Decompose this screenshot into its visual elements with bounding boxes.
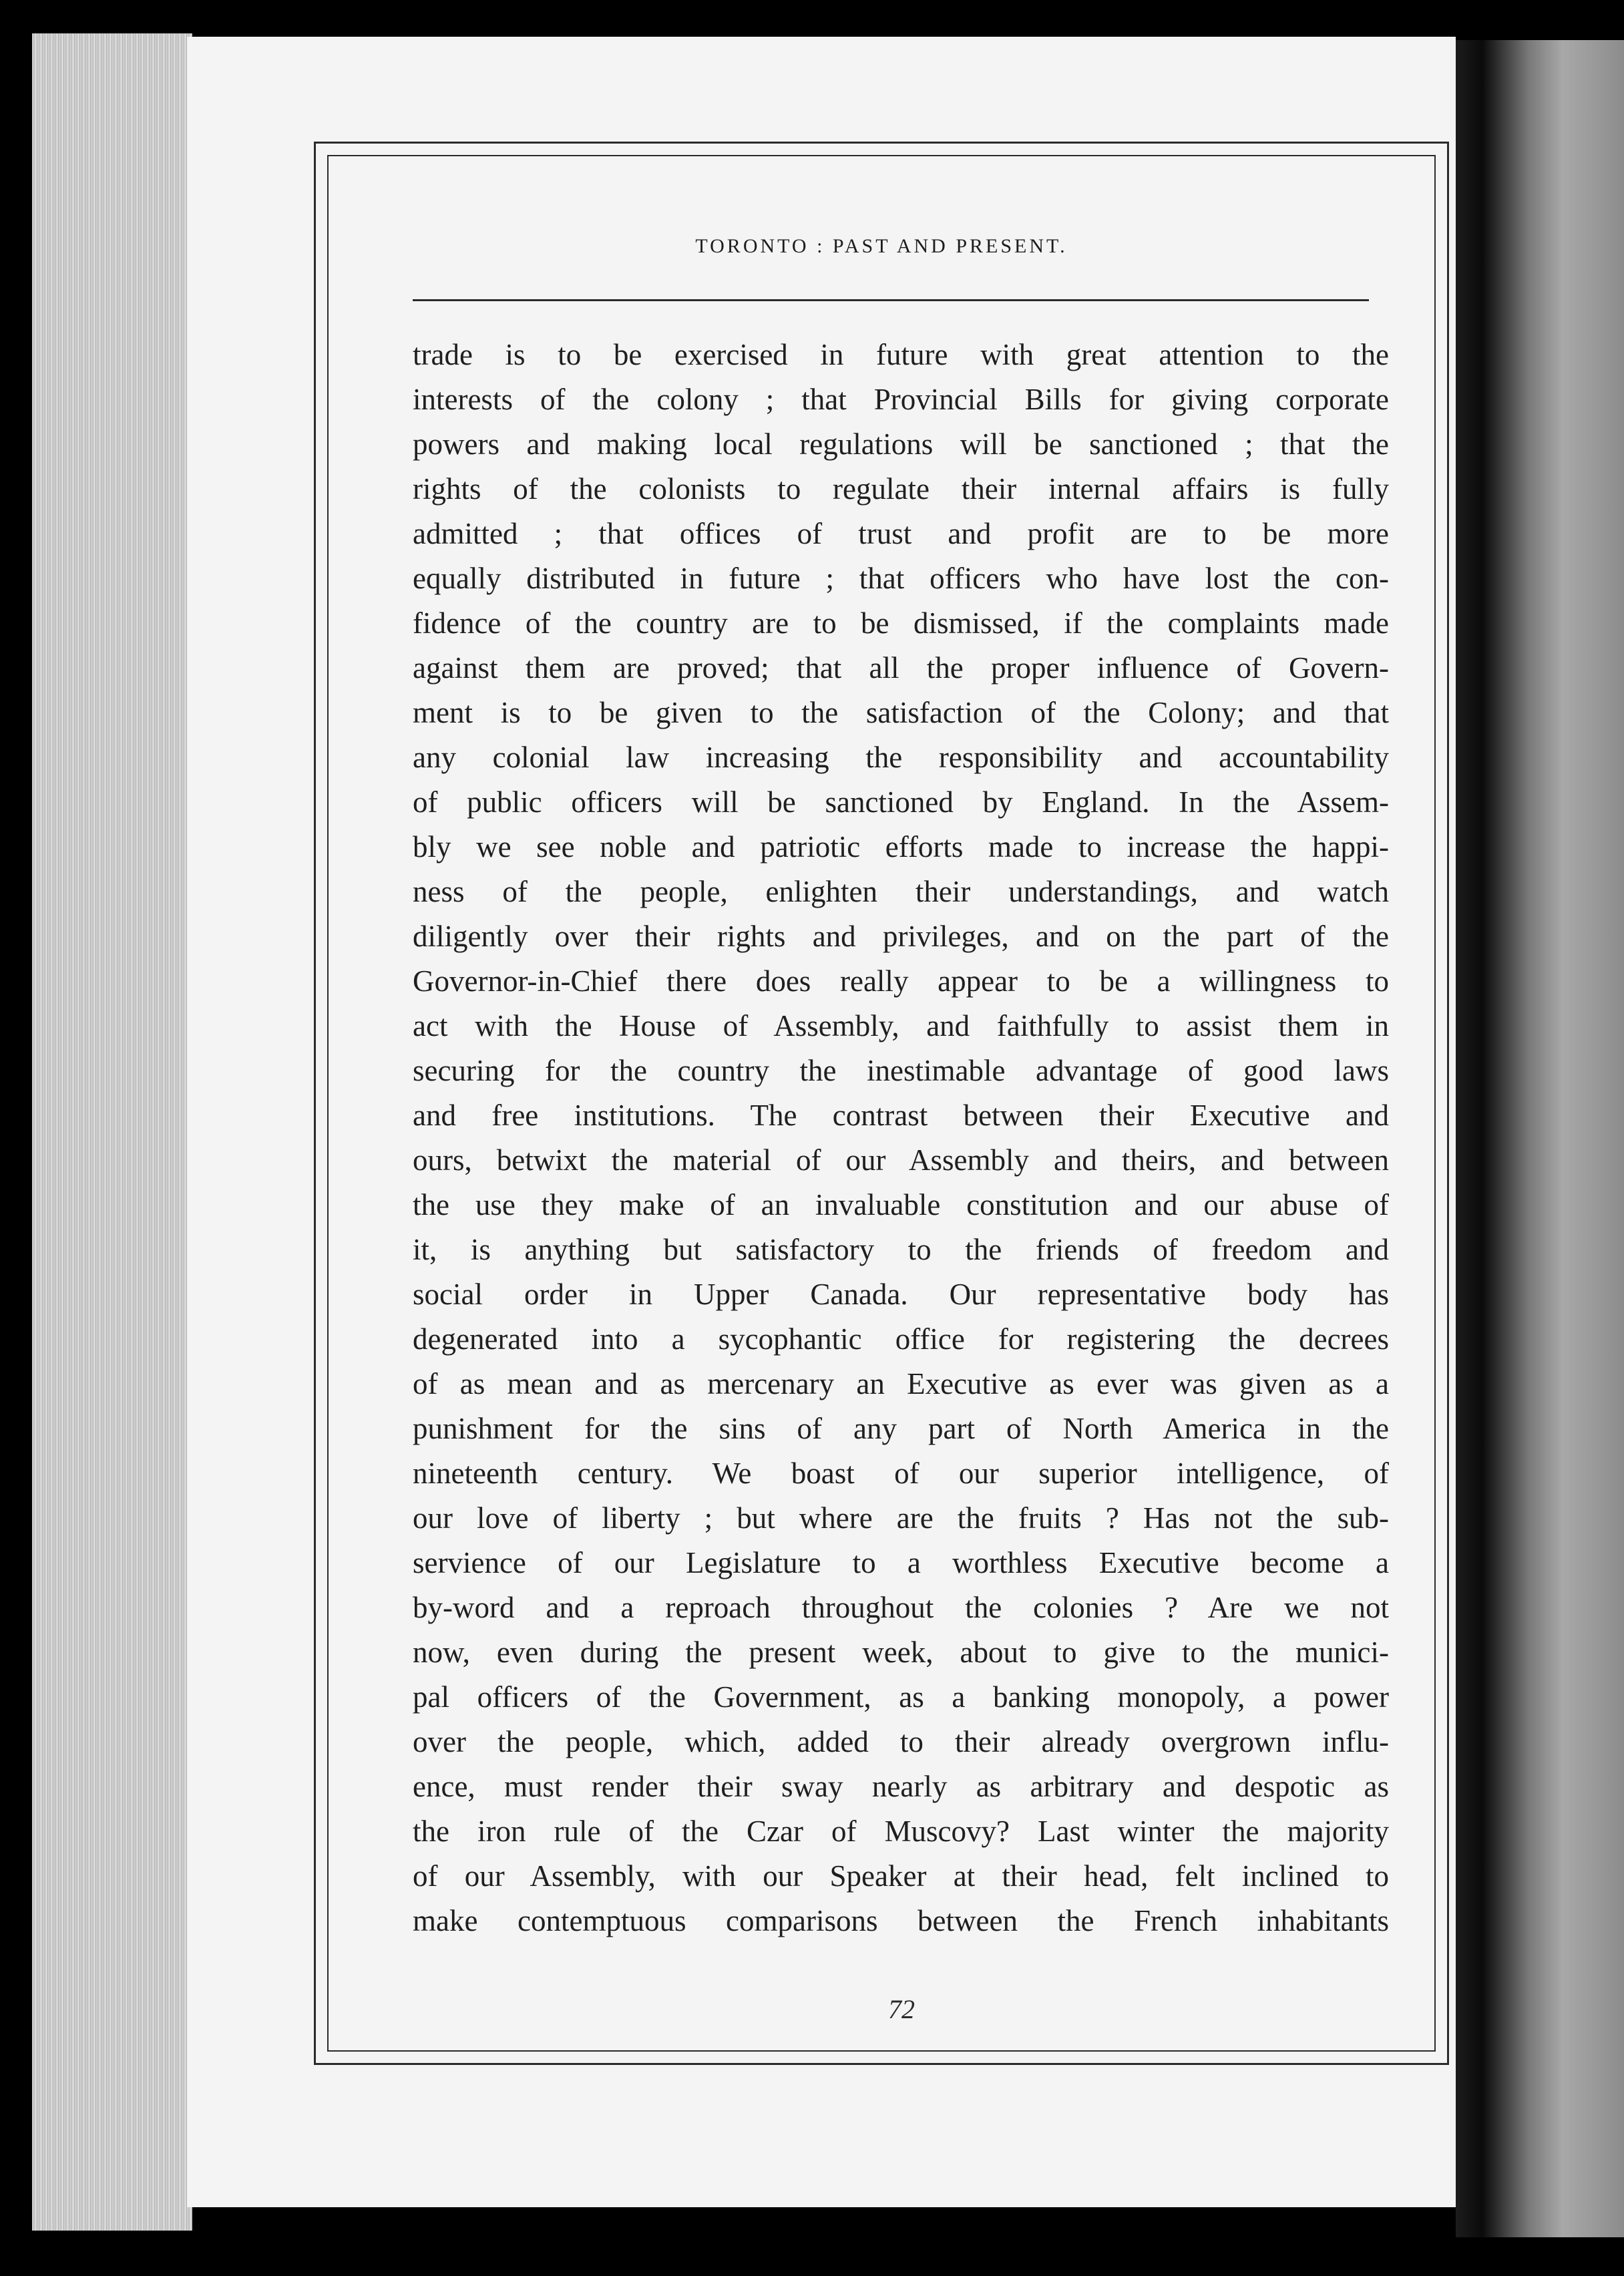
text-line: fidence of the country are to be dismissed, if the complaints made xyxy=(413,606,1389,640)
text-line: by-word and a reproach throughout the colonies ? Are we not xyxy=(413,1591,1389,1624)
text-line: interests of the colony ; that Provincial Bills for giving corporate xyxy=(413,383,1389,416)
text-line: ness of the people, enlighten their understandings, and watch xyxy=(413,875,1389,908)
stacked-page-edges xyxy=(32,33,192,2231)
text-line: of public officers will be sanctioned by England. In the Assem- xyxy=(413,785,1389,819)
text-line: servience of our Legislature to a worthless Executive become a xyxy=(413,1546,1389,1579)
text-line: degenerated into a sycophantic office for registering the decrees xyxy=(413,1322,1389,1356)
text-line: ence, must render their sway nearly as arbitrary and despotic as xyxy=(413,1770,1389,1803)
text-line: the iron rule of the Czar of Muscovy? Last winter the majority xyxy=(413,1815,1389,1848)
body-text xyxy=(413,333,1389,1943)
facing-page-edge xyxy=(1456,40,1624,2237)
text-line: admitted ; that offices of trust and profit are to be more xyxy=(413,517,1389,550)
header-rule xyxy=(413,299,1369,301)
text-line: and free institutions. The contrast between their Executive and xyxy=(413,1099,1389,1132)
text-line: powers and making local regulations will be sanctioned ; that the xyxy=(413,427,1389,461)
text-line: securing for the country the inestimable advantage of good laws xyxy=(413,1054,1389,1087)
text-line: our love of liberty ; but where are the fruits ? Has not the sub- xyxy=(413,1501,1389,1535)
text-line: rights of the colonists to regulate their internal affairs is fully xyxy=(413,472,1389,506)
text-line: ours, betwixt the material of our Assembly and theirs, and between xyxy=(413,1143,1389,1177)
text-line: pal officers of the Government, as a banking monopoly, a power xyxy=(413,1680,1389,1714)
text-line: of as mean and as mercenary an Executive as ever was given as a xyxy=(413,1367,1389,1400)
text-line: trade is to be exercised in future with great attention to the xyxy=(413,338,1389,371)
text-line: of our Assembly, with our Speaker at their head, felt inclined to xyxy=(413,1859,1389,1893)
text-line: ment is to be given to the satisfaction of the Colony; and that xyxy=(413,696,1389,729)
text-line: it, is anything but satisfactory to the friends of freedom and xyxy=(413,1233,1389,1266)
text-line: the use they make of an invaluable constitution and our abuse of xyxy=(413,1188,1389,1221)
text-line: against them are proved; that all the proper influence of Govern- xyxy=(413,651,1389,685)
text-line: any colonial law increasing the responsibility and accountability xyxy=(413,741,1389,774)
text-line: diligently over their rights and privileges, and on the part of the xyxy=(413,920,1389,953)
text-line: equally distributed in future ; that officers who have lost the con- xyxy=(413,562,1389,595)
text-line: now, even during the present week, about to give to the munici- xyxy=(413,1636,1389,1669)
text-line: over the people, which, added to their already overgrown influ- xyxy=(413,1725,1389,1758)
text-line: punishment for the sins of any part of North America in the xyxy=(413,1412,1389,1445)
text-line: make contemptuous comparisons between the French inhabitants xyxy=(413,1904,1389,1937)
text-line: bly we see noble and patriotic efforts made to increase the happi- xyxy=(413,830,1389,864)
text-line: social order in Upper Canada. Our representative body has xyxy=(413,1278,1389,1311)
page-number: 72 xyxy=(888,1994,915,2024)
text-line: act with the House of Assembly, and faithfully to assist them in xyxy=(413,1009,1389,1042)
text-line: nineteenth century. We boast of our superior intelligence, of xyxy=(413,1457,1389,1490)
text-line: Governor-in-Chief there does really appear to be a willingness to xyxy=(413,964,1389,998)
running-head: TORONTO : PAST AND PRESENT. xyxy=(695,235,1068,257)
